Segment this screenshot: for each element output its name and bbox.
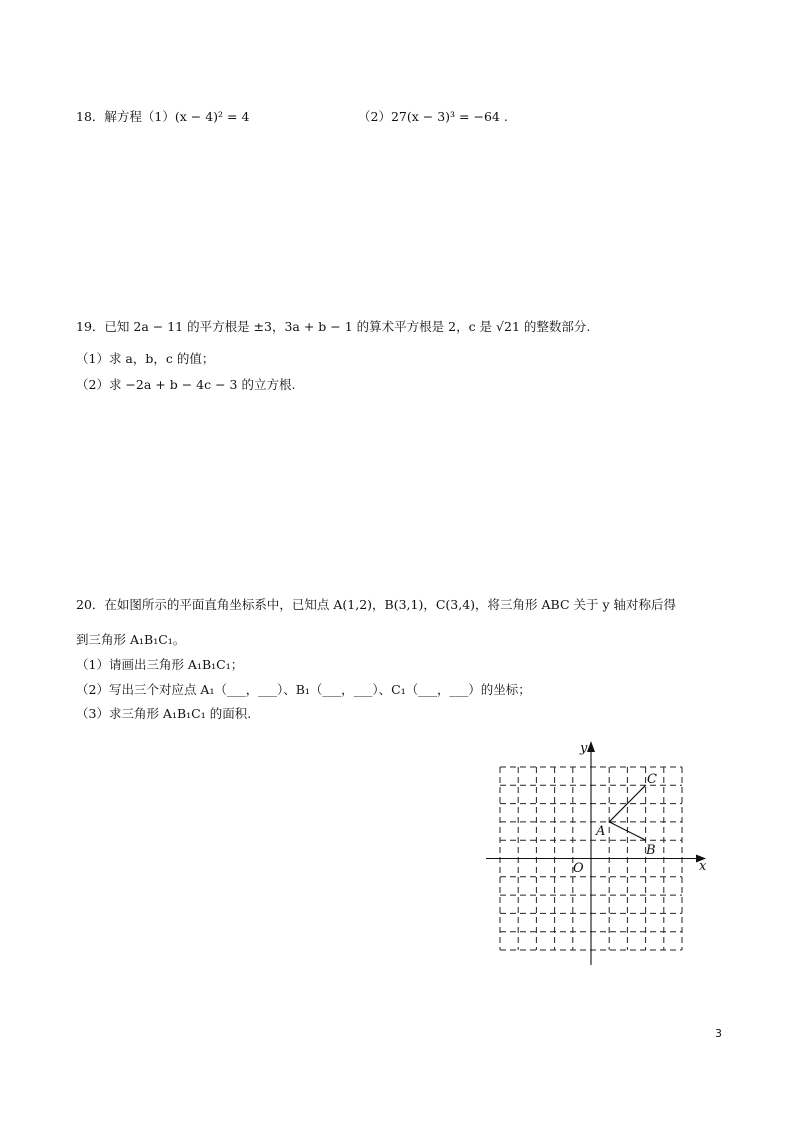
q20-part2: （2）写出三个对应点 A₁（___，___）、B₁（___，___）、C₁（___，___）的坐标； <box>76 682 531 697</box>
axis-x-label: x <box>699 859 707 874</box>
y-axis-arrow <box>587 741 595 752</box>
q20-part1: （1）请画出三角形 A₁B₁C₁； <box>76 657 244 672</box>
q19-stem: 19．已知 2a − 11 的平方根是 ±3，3a + b − 1 的算术平方根是 2，c 是 √21 的整数部分. <box>76 319 591 334</box>
point-a-label: A <box>596 824 606 839</box>
coordinate-grid-figure <box>480 736 720 971</box>
q20-stem-cont: 到三角形 A₁B₁C₁。 <box>76 632 186 647</box>
axis-y-label: y <box>580 741 588 756</box>
point-c-label: C <box>647 772 657 787</box>
q20-stem: 20．在如图所示的平面直角坐标系中，已知点 A(1,2)，B(3,1)，C(3,4)，将三角形 ABC 关于 y 轴对称后得 <box>76 597 677 612</box>
q19-part1: （1）求 a，b，c 的值； <box>76 351 215 366</box>
q20-part3: （3）求三角形 A₁B₁C₁ 的面积. <box>76 706 252 721</box>
origin-label: O <box>573 861 584 876</box>
q19-part2: （2）求 −2a + b − 4c − 3 的立方根. <box>76 377 296 392</box>
page-number: 3 <box>715 1027 722 1040</box>
point-b-label: B <box>646 843 656 858</box>
q18-stem: 18．解方程（1）(x − 4)² = 4 <box>76 109 250 124</box>
q18-part2: （2）27(x − 3)³ = −64 . <box>358 109 508 124</box>
